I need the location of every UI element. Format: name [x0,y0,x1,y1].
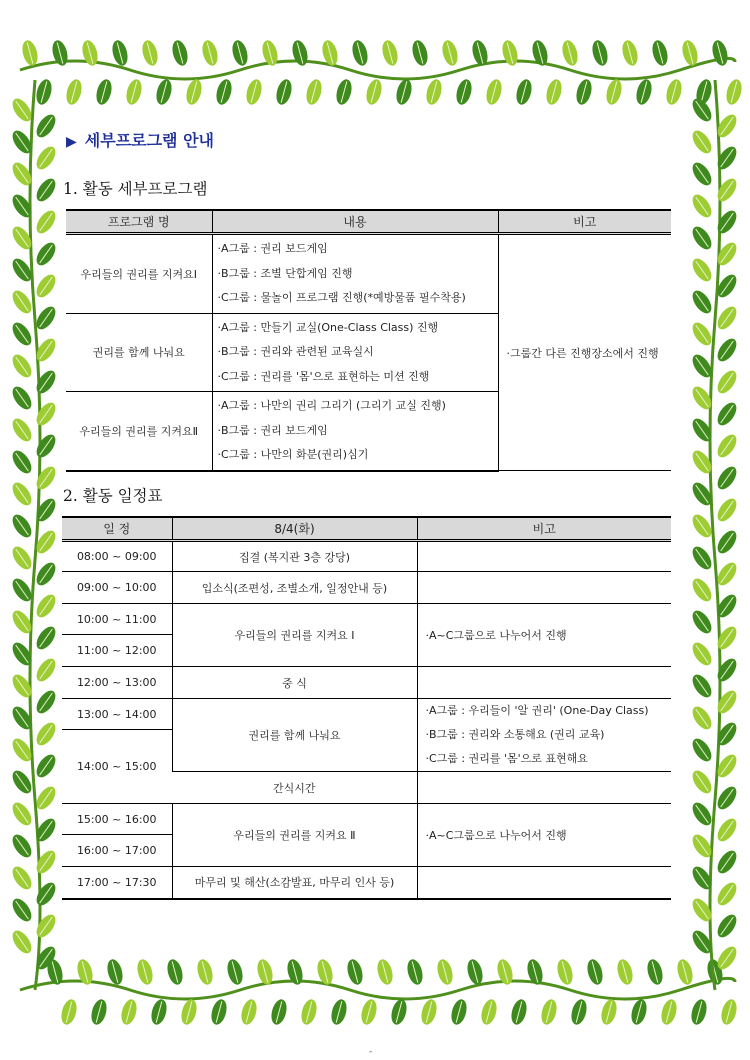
program-note: ·그룹간 다른 진행장소에서 진행 [498,234,671,471]
note-cell [417,772,671,804]
program-item: ·A그룹 : 만들기 교실(One-Class Class) 진행 [217,320,439,334]
time-slot: 10:00 ~ 11:00 [62,604,172,635]
program-name: 우리들의 권리를 지켜요Ⅰ [66,234,212,314]
program-item: ·B그룹 : 권리와 관련된 교육실시 [217,345,374,358]
time-slot: 16:00 ~ 17:00 [62,835,172,867]
time-slot: 13:00 ~ 14:00 [62,699,172,730]
note-cell: ·A~C그룹으로 나누어서 진행 [417,804,671,867]
schedule-header-date: 8/4(화) [172,517,417,541]
note-cell [417,667,671,699]
time-slot: 08:00 ~ 09:00 [62,541,172,572]
program-table [66,209,671,472]
triangle-bullet-icon: ▶ [66,134,77,150]
program-item: ·A그룹 : 나만의 권리 그리기 (그리기 교실 진행) [217,399,446,412]
schedule-row [62,667,671,699]
time-slot: 11:00 ~ 12:00 [62,635,172,667]
program-item: ·A그룹 : 권리 보드게임 [217,242,328,255]
activity-cell: 마무리 및 해산(소감발표, 마무리 인사 등) [172,867,417,899]
schedule-row [62,604,671,635]
schedule-table-header [62,517,671,541]
section1-heading: 1. 활동 세부프로그램 [63,180,208,198]
activity-cell: 간식시간 [172,772,417,804]
program-name: 우리들의 권리를 지켜요Ⅱ [66,392,212,471]
activity-cell: 집결 (복지관 3층 강당) [172,541,417,572]
schedule-header-note: 비고 [417,517,671,541]
activity-cell: 권리를 함께 나눠요 [172,699,417,772]
schedule-header-time: 일 정 [62,517,172,541]
page-title-text: 세부프로그램 안내 [84,131,214,150]
program-item: ·C그룹 : 권리를 '몸'으로 표현하는 미션 진행 [217,369,430,383]
note-cell [417,699,671,772]
page-number-mark: - [369,1047,373,1057]
time-slot: 14:00 ~ 15:00 [62,730,172,804]
schedule-row [62,572,671,604]
activity-cell: 우리들의 권리를 지켜요 Ⅰ [172,604,417,667]
program-name: 권리를 함께 나눠요 [66,313,212,392]
program-row [66,234,671,314]
schedule-table [62,516,671,900]
activity-cell: 중 식 [172,667,417,699]
schedule-row [62,699,671,730]
note-cell: ·A~C그룹으로 나누어서 진행 [417,604,671,667]
activity-cell: 우리들의 권리를 지켜요 Ⅱ [172,804,417,867]
time-slot: 17:00 ~ 17:30 [62,867,172,899]
schedule-row [62,867,671,899]
time-slot: 09:00 ~ 10:00 [62,572,172,604]
program-header-note: 비고 [498,210,671,234]
program-items [212,313,498,392]
program-items [212,392,498,471]
program-table-header [66,210,671,234]
note-line: ·B그룹 : 권리와 소통해요 (권리 교육) [425,728,605,741]
note-cell [417,572,671,604]
time-slot: 12:00 ~ 13:00 [62,667,172,699]
note-line: ·A그룹 : 우리들이 '알 권리' (One-Day Class) [425,704,649,717]
schedule-row [62,804,671,835]
activity-cell: 입소식(조편성, 조별소개, 일정안내 등) [172,572,417,604]
note-cell [417,541,671,572]
program-header-name: 프로그램 명 [66,210,212,234]
program-header-content: 내용 [212,210,498,234]
schedule-row [62,541,671,572]
section2-heading: 2. 활동 일정표 [63,487,163,505]
note-cell [417,867,671,899]
program-item: ·C그룹 : 물놀이 프로그램 진행(*예방물품 필수착용) [217,291,466,304]
time-slot: 15:00 ~ 16:00 [62,804,172,835]
page-title [66,128,214,151]
program-item: ·B그룹 : 조별 단합게임 진행 [217,266,353,280]
program-items [212,234,498,314]
note-line: ·C그룹 : 권리를 '몸'으로 표현해요 [425,752,588,765]
program-item: ·C그룹 : 나만의 화분(권리)심기 [217,448,369,461]
program-item: ·B그룹 : 권리 보드게임 [217,423,328,437]
